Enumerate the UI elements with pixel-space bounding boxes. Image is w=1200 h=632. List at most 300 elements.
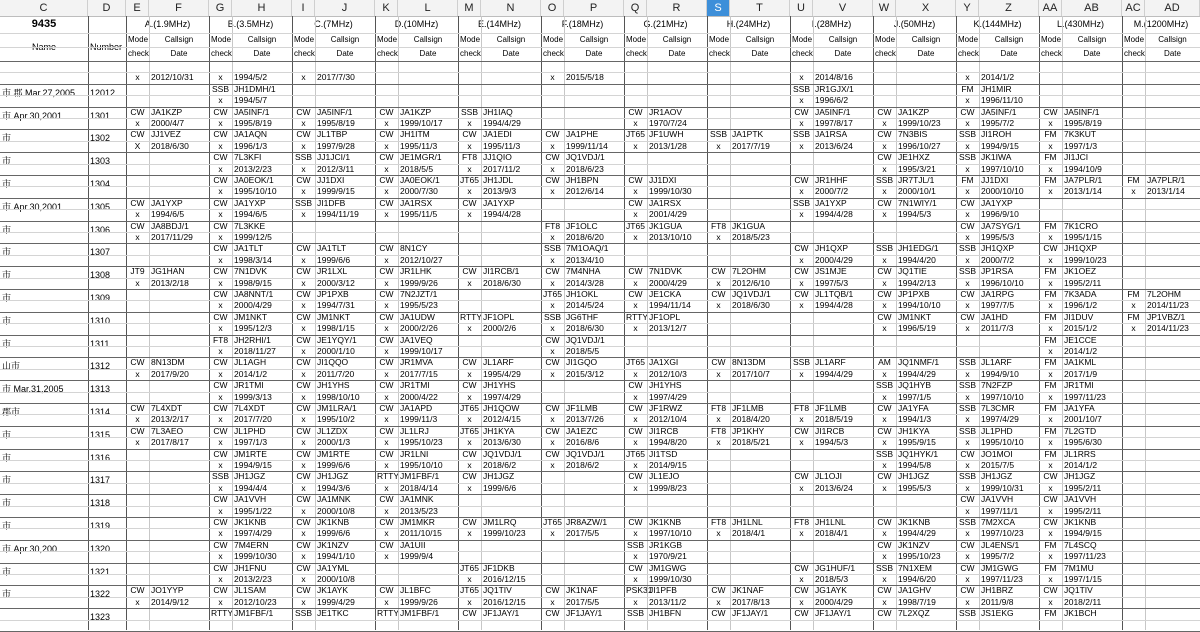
mode-cell[interactable]: CW [213,152,228,163]
check-cell[interactable]: x [384,346,389,356]
check-cell[interactable]: x [135,209,140,220]
callsign-cell[interactable]: JP1VBZ/1 [1147,311,1186,322]
date-cell[interactable]: 1995/10/23 [898,551,941,562]
callsign-cell[interactable]: JA5INF/1 [234,106,270,117]
callsign-cell[interactable]: JR1LXL [317,266,348,277]
row-name[interactable]: 市 [2,156,12,167]
date-cell[interactable]: 1999/11/14 [566,140,608,151]
date-cell[interactable]: 2000/10/8 [317,505,355,516]
date-cell[interactable]: 2018/6/30 [732,300,770,311]
callsign-cell[interactable]: 7L3CMR [981,403,1015,413]
date-cell[interactable]: 1994/5/2 [234,72,268,83]
row-number[interactable]: 1316 [90,452,111,463]
check-cell[interactable]: x [467,163,472,174]
mode-cell[interactable]: CW [296,448,311,459]
check-cell[interactable]: x [301,140,306,151]
date-cell[interactable]: 1996/10/10 [981,277,1024,288]
mode-cell[interactable]: CW [296,243,311,254]
mode-cell[interactable]: CW [877,152,892,163]
mode-cell[interactable]: SSB [875,562,893,573]
date-cell[interactable]: 2014/3/28 [566,277,604,288]
callsign-cell[interactable]: JI1ROH [981,129,1012,140]
check-cell[interactable]: x [799,596,804,607]
mode-cell[interactable]: FT8 [544,220,561,231]
check-cell[interactable]: x [218,574,223,584]
date-cell[interactable]: 2012/10/31 [151,72,194,83]
check-cell[interactable]: x [301,437,306,448]
mode-cell[interactable]: CW [296,562,311,573]
callsign-cell[interactable]: JH1JGZ [981,471,1013,482]
mode-cell[interactable]: FM [1044,403,1057,413]
date-cell[interactable]: 2013/6/24 [815,482,853,493]
callsign-cell[interactable]: JF1JAY/1 [566,608,603,619]
check-cell[interactable]: x [1048,528,1053,539]
check-cell[interactable]: x [550,323,555,334]
mode-cell[interactable]: FM [1044,539,1057,550]
date-cell[interactable]: 1997/7/5 [981,300,1015,311]
date-cell[interactable]: 1994/4/29 [483,118,521,128]
mode-cell[interactable]: CW [1043,494,1058,505]
date-cell[interactable]: 1999/12/5 [234,232,272,242]
row-number[interactable] [88,63,126,77]
callsign-cell[interactable]: JA1UDW [400,311,435,322]
column-header-s[interactable]: S [707,0,730,16]
check-cell[interactable]: x [384,140,389,151]
callsign-cell[interactable]: JA1YXP [151,197,183,208]
callsign-cell[interactable]: JF1LMB [815,403,847,413]
row-number[interactable]: 1322 [90,589,111,600]
date-cell[interactable]: 2018/5/21 [732,437,770,448]
check-cell[interactable]: x [633,118,638,128]
date-cell[interactable]: 2015/1/2 [1064,323,1098,334]
callsign-cell[interactable]: JA1KZP [400,106,432,117]
date-cell[interactable]: 1995/2/11 [1064,482,1102,493]
row-name[interactable]: 市 [2,566,12,577]
callsign-cell[interactable]: JA1GHV [898,585,932,596]
callsign-cell[interactable]: JK1OEZ [1064,266,1097,277]
callsign-cell[interactable]: JH1JGZ [483,471,515,482]
mode-cell[interactable]: CW [213,311,228,322]
date-cell[interactable]: 2000/7/30 [400,186,438,197]
mode-cell[interactable]: JT9 [130,266,145,277]
check-cell[interactable]: x [1048,505,1053,516]
mode-cell[interactable]: CW [462,448,477,459]
mode-cell[interactable]: CW [379,311,394,322]
date-cell[interactable]: 2018/6/2 [566,460,600,470]
mode-cell[interactable]: SSB [958,152,976,163]
mode-cell[interactable]: CW [130,220,145,231]
callsign-cell[interactable]: JL1TQB/1 [815,289,854,299]
callsign-cell[interactable]: JF1RWZ [649,403,683,413]
mode-cell[interactable]: CW [628,425,643,436]
check-cell[interactable]: x [1131,186,1136,197]
mode-cell[interactable]: FM [961,175,974,185]
check-cell[interactable]: x [218,368,223,379]
date-cell[interactable]: 2012/4/15 [483,414,521,425]
date-cell[interactable]: 1995/7/2 [981,551,1015,562]
check-cell[interactable]: x [301,72,306,83]
callsign-cell[interactable]: JM1LRQ [483,517,517,527]
callsign-cell[interactable]: JL1PHD [981,425,1013,436]
check-cell[interactable]: x [301,368,306,379]
check-cell[interactable]: x [550,232,555,242]
callsign-cell[interactable]: JL1RRS [1064,448,1096,459]
callsign-cell[interactable]: JK1IWA [981,152,1012,163]
check-cell[interactable]: x [301,300,306,311]
callsign-cell[interactable]: 7K1CRO [1064,220,1099,231]
row-name[interactable]: 市 [2,475,12,486]
check-cell[interactable]: x [799,95,804,106]
date-cell[interactable]: 2017/10/7 [732,368,770,379]
check-cell[interactable]: x [550,437,555,448]
mode-cell[interactable]: SSB [792,129,810,140]
row-name[interactable]: 市 [2,270,12,281]
callsign-cell[interactable]: JM1LRA/1 [317,403,357,413]
check-cell[interactable]: x [384,163,389,174]
date-cell[interactable]: 1995/8/19 [234,118,272,128]
date-cell[interactable]: 1997/11/23 [981,574,1023,584]
callsign-cell[interactable]: 7L2OHM [1147,289,1182,299]
callsign-cell[interactable]: JH1FNU [234,562,267,573]
mode-cell[interactable]: CW [960,197,975,208]
row-name[interactable]: 市 Mar.31,2005 [2,384,64,395]
mode-cell[interactable]: SSB [294,152,312,163]
mode-cell[interactable]: CW [379,357,394,368]
check-cell[interactable]: x [218,528,223,539]
callsign-cell[interactable]: JK1NZV [898,539,930,550]
date-cell[interactable]: 1994/6/20 [898,574,936,584]
check-cell[interactable]: x [218,277,223,288]
mode-cell[interactable]: CW [960,539,975,550]
mode-cell[interactable]: CW [1043,243,1058,254]
date-cell[interactable]: 1998/7/19 [898,596,936,607]
date-cell[interactable]: 1995/2/11 [1064,505,1102,516]
check-cell[interactable]: x [799,118,804,128]
callsign-cell[interactable]: JA1EZC [566,425,598,436]
row-name[interactable]: 市 [2,133,12,144]
date-cell[interactable]: 1999/9/4 [400,551,434,562]
check-cell[interactable]: x [882,460,887,470]
date-cell[interactable]: 1994/9/10 [981,368,1019,379]
callsign-cell[interactable]: JA1YXP [234,197,266,208]
check-cell[interactable]: x [965,95,970,106]
callsign-cell[interactable]: JQ1TIV [1064,585,1093,596]
row-name[interactable] [0,63,88,77]
date-cell[interactable]: 1997/9/28 [317,140,355,151]
mode-cell[interactable]: JT65 [460,585,479,596]
date-cell[interactable]: 1995/6/30 [1064,437,1102,448]
mode-cell[interactable]: SSB [294,197,312,208]
check-cell[interactable]: x [633,596,638,607]
date-cell[interactable]: 1999/9/15 [317,186,355,197]
date-cell[interactable]: 1995/11/3 [483,140,521,151]
date-cell[interactable]: 1994/4/29 [898,368,936,379]
date-cell[interactable]: 1994/5/7 [234,95,268,106]
date-cell[interactable]: 2000/1/3 [317,437,351,448]
check-cell[interactable]: x [882,414,887,425]
check-cell[interactable]: x [882,163,887,174]
callsign-cell[interactable]: JM1FBF/1 [400,471,440,482]
mode-cell[interactable]: CW [877,106,892,117]
check-cell[interactable]: x [384,505,389,516]
date-cell[interactable]: 2013/1/28 [649,140,687,151]
date-cell[interactable]: 1994/4/28 [483,209,521,220]
check-cell[interactable]: x [965,368,970,379]
check-cell[interactable]: x [467,368,472,379]
callsign-cell[interactable]: 8N13DM [732,357,766,368]
mode-cell[interactable]: SSB [875,380,893,391]
check-cell[interactable]: x [550,163,555,174]
callsign-cell[interactable]: 8N13DM [151,357,185,368]
callsign-cell[interactable]: 7L4XDT [234,403,266,413]
check-cell[interactable]: x [1048,460,1053,470]
callsign-cell[interactable]: JQ1HYK/1 [898,448,939,459]
callsign-cell[interactable]: JF1JAY/1 [732,608,769,619]
mode-cell[interactable]: CW [628,197,643,208]
mode-cell[interactable]: CW [130,357,145,368]
date-cell[interactable]: 1997/4/29 [234,528,272,539]
date-cell[interactable]: 2000/10/8 [317,574,355,584]
check-cell[interactable]: x [135,72,140,83]
date-cell[interactable]: 2000/2/26 [400,323,438,334]
column-header-e[interactable]: E [126,0,149,16]
callsign-cell[interactable]: JA1KML [1064,357,1097,368]
callsign-cell[interactable]: JA7PLR/1 [1064,175,1103,185]
row-name[interactable]: 市 [2,498,12,509]
check-cell[interactable]: x [218,209,223,220]
callsign-cell[interactable]: JR1TMI [1064,380,1094,391]
callsign-cell[interactable]: 7L2OHM [732,266,767,277]
check-cell[interactable]: x [716,300,721,311]
date-cell[interactable]: 2000/4/29 [815,254,853,265]
check-cell[interactable]: x [965,186,970,197]
callsign-cell[interactable]: JH1DMH/1 [234,83,276,94]
check-cell[interactable]: x [965,163,970,174]
callsign-cell[interactable]: JS1EKG [981,608,1014,619]
mode-cell[interactable]: CW [877,129,892,140]
date-cell[interactable]: 2000/4/29 [815,596,853,607]
mode-cell[interactable]: CW [877,517,892,527]
callsign-cell[interactable]: JA1MNK [400,494,434,505]
date-cell[interactable]: 1994/4/28 [815,209,853,220]
callsign-cell[interactable]: JA1RSX [400,197,433,208]
mode-cell[interactable]: CW [379,334,394,345]
mode-cell[interactable]: SSB [958,357,976,368]
callsign-cell[interactable]: JL1OJI [815,471,842,482]
check-cell[interactable]: x [633,323,638,334]
callsign-cell[interactable]: JI1PFB [649,585,677,596]
row-name[interactable]: 市 [2,179,12,189]
callsign-cell[interactable]: JA1PTK [732,129,764,140]
callsign-cell[interactable]: JA1EDI [483,129,512,140]
column-header-p[interactable]: P [564,0,624,16]
check-cell[interactable]: x [467,186,472,197]
mode-cell[interactable]: JT65 [460,425,479,436]
mode-cell[interactable]: CW [213,448,228,459]
callsign-cell[interactable]: 7M2XCA [981,517,1016,527]
date-cell[interactable]: 1994/11/19 [317,209,359,220]
mode-cell[interactable]: CW [711,608,726,619]
mode-cell[interactable]: SSB [626,608,644,619]
mode-cell[interactable]: CW [462,608,477,619]
column-header-z[interactable]: Z [979,0,1039,16]
check-cell[interactable]: x [467,528,472,539]
date-cell[interactable]: 1999/10/23 [483,528,526,539]
row-number[interactable]: 1307 [90,247,111,258]
column-header-k[interactable]: K [375,0,398,16]
check-cell[interactable]: x [965,277,970,288]
mode-cell[interactable]: FM [1044,608,1057,619]
mode-cell[interactable]: CW [960,289,975,299]
mode-cell[interactable]: CW [213,220,228,231]
date-cell[interactable]: 2017/5/5 [566,528,600,539]
mode-cell[interactable]: FM [1044,289,1057,299]
check-cell[interactable]: x [550,346,555,356]
callsign-cell[interactable]: JI1RCB [649,425,679,436]
callsign-cell[interactable]: JH1BRZ [981,585,1014,596]
callsign-cell[interactable]: JM1GWG [981,562,1019,573]
date-cell[interactable]: 2012/6/14 [566,186,604,197]
check-cell[interactable]: x [799,368,804,379]
date-cell[interactable]: 1994/4/28 [815,300,853,311]
check-cell[interactable]: x [633,391,638,402]
callsign-cell[interactable]: JA1VEQ [400,334,433,345]
check-cell[interactable]: x [716,437,721,448]
row-number[interactable]: 1321 [90,566,111,577]
callsign-cell[interactable]: JF1OPL [649,311,681,322]
check-cell[interactable]: x [1048,277,1053,288]
callsign-cell[interactable]: 7N2FZP [981,380,1013,391]
date-cell[interactable]: 2013/2/17 [151,414,189,425]
date-cell[interactable]: 2000/10/1 [898,186,936,197]
check-cell[interactable]: x [1048,437,1053,448]
date-cell[interactable]: 1995/8/19 [317,118,355,128]
row-number[interactable]: 1310 [90,315,111,326]
date-cell[interactable]: 1994/6/5 [234,209,268,220]
date-cell[interactable]: 2017/11/29 [151,232,193,242]
mode-cell[interactable]: CW [711,266,726,277]
date-cell[interactable]: 1995/5/3 [981,232,1015,242]
callsign-cell[interactable]: JI1RCB [815,425,845,436]
date-cell[interactable]: 2000/10/10 [981,186,1024,197]
mode-cell[interactable]: CW [545,448,560,459]
callsign-cell[interactable]: JM1GWG [649,562,687,573]
callsign-cell[interactable]: JM1NKT [317,311,351,322]
check-cell[interactable]: x [550,186,555,197]
check-cell[interactable]: x [467,460,472,470]
callsign-cell[interactable]: JS1MJE [815,266,847,277]
check-cell[interactable]: x [384,277,389,288]
mode-cell[interactable]: CW [877,471,892,482]
callsign-cell[interactable]: JR1HHF [815,175,848,185]
mode-cell[interactable]: CW [877,425,892,436]
callsign-cell[interactable]: 7K3ADA [1064,289,1097,299]
callsign-cell[interactable]: JE1YQY/1 [317,334,357,345]
mode-cell[interactable]: CW [213,175,228,185]
check-cell[interactable]: x [716,596,721,607]
row-name[interactable]: 市 [2,293,12,303]
callsign-cell[interactable]: JE1MGR/1 [400,152,442,163]
check-cell[interactable]: x [882,574,887,584]
check-cell[interactable]: x [218,437,223,448]
check-cell[interactable]: x [882,118,887,128]
callsign-cell[interactable]: JG1HAN [151,266,185,277]
check-cell[interactable]: x [965,232,970,242]
callsign-cell[interactable]: 7L3KFI [234,152,262,163]
column-header-o[interactable]: O [541,0,564,16]
date-cell[interactable]: 1994/5/8 [898,460,932,470]
row-name[interactable]: 市 Apr.30,2001 [2,110,63,121]
row-name[interactable] [0,610,88,624]
callsign-cell[interactable]: JM1NKT [234,311,268,322]
mode-cell[interactable]: CW [794,243,809,254]
check-cell[interactable]: x [1048,232,1053,242]
date-cell[interactable]: 1994/1/3 [898,414,932,425]
date-cell[interactable]: 2018/4/14 [400,482,438,493]
check-cell[interactable]: x [716,232,721,242]
callsign-cell[interactable]: 7N1DVK [234,266,268,277]
mode-cell[interactable]: CW [960,448,975,459]
date-cell[interactable]: 2018/5/3 [815,574,849,584]
mode-cell[interactable]: SSB [958,243,976,254]
date-cell[interactable]: 2016/12/15 [483,596,526,607]
date-cell[interactable]: 2018/5/19 [815,414,853,425]
date-cell[interactable]: 2000/4/22 [400,391,438,402]
callsign-cell[interactable]: JR8AZW/1 [566,517,608,527]
mode-cell[interactable]: FT8 [793,403,810,413]
mode-cell[interactable]: RTTY [460,311,483,322]
callsign-cell[interactable]: JH1LNL [815,517,846,527]
date-cell[interactable]: 1995/1/22 [234,505,272,516]
callsign-cell[interactable]: JH1KYA [898,425,930,436]
date-cell[interactable]: 2013/6/24 [815,140,853,151]
check-cell[interactable]: x [384,551,389,562]
mode-cell[interactable]: JT65 [626,448,645,459]
mode-cell[interactable]: FM [1127,311,1140,322]
callsign-cell[interactable]: JJ1DXI [317,175,345,185]
mode-cell[interactable]: CW [213,289,228,299]
mode-cell[interactable]: CW [296,471,311,482]
date-cell[interactable]: 2000/4/29 [234,300,272,311]
date-cell[interactable]: 2018/6/23 [566,163,604,174]
callsign-cell[interactable]: JP1PXB [898,289,930,299]
date-cell[interactable]: 2012/10/4 [649,414,687,425]
check-cell[interactable]: x [633,140,638,151]
check-cell[interactable]: x [384,300,389,311]
mode-cell[interactable]: CW [628,562,643,573]
callsign-cell[interactable]: 7N3BIS [898,129,928,140]
callsign-cell[interactable]: JR1LNI [400,448,429,459]
check-cell[interactable]: x [384,186,389,197]
check-cell[interactable]: x [218,346,223,356]
mode-cell[interactable]: CW [1043,106,1058,117]
date-cell[interactable]: 2018/6/2 [483,460,517,470]
date-cell[interactable]: 1996/1/2 [1064,300,1098,311]
callsign-cell[interactable]: JA1KZP [151,106,183,117]
callsign-cell[interactable]: JR1MVA [400,357,433,368]
mode-cell[interactable]: CW [213,425,228,436]
callsign-cell[interactable]: JP1KHY [732,425,765,436]
mode-cell[interactable]: FT8 [710,403,727,413]
row-number[interactable]: 1301 [90,110,111,121]
date-cell[interactable]: 1998/9/15 [234,277,272,288]
date-cell[interactable]: 2017/8/13 [732,596,770,607]
date-cell[interactable]: 1996/5/19 [898,323,936,334]
mode-cell[interactable]: CW [794,289,809,299]
mode-cell[interactable]: FM [1044,220,1057,231]
check-cell[interactable]: x [882,482,887,493]
date-cell[interactable]: 1999/10/17 [400,346,443,356]
